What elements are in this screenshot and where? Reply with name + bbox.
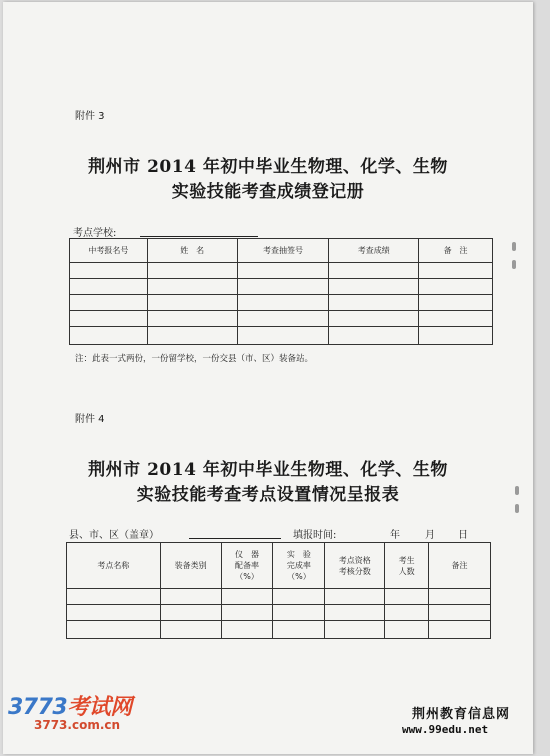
county-field [189,526,281,539]
header-cell: 姓 名 [147,239,237,263]
annex3-note: 注：此表一式两份，一份留学校，一份交县（市、区）装备站。 [75,354,314,364]
annex4-table [66,542,491,639]
header-cell: 考点资格 考核分数 [325,543,385,589]
year-label: 年 [390,530,400,541]
watermark-brand-number: 3773 [8,695,68,720]
school-field [140,224,258,237]
binder-hole [512,242,516,251]
table-row [70,279,493,295]
annex3-title-line2: 实验技能考查成绩登记册 [171,182,365,202]
binder-hole [515,486,519,495]
header-cell: 仪 器 配备率 （%） [221,543,273,589]
annex3-title-line1: 荆州市 2014 年初中毕业生物理、化学、生物 [88,157,448,177]
annex4-title-line2: 实验技能考查考点设置情况呈报表 [136,485,400,505]
annex4-header-row [67,543,491,589]
binder-hole [515,504,519,513]
table-row [70,263,493,279]
table-row [67,605,491,621]
day-label: 日 [458,530,468,541]
document-page [3,2,533,754]
watermark-right-url: www.99edu.net [402,723,489,736]
header-cell: 考查成绩 [329,239,419,263]
annex3-label: 附件 3 [75,111,105,122]
header-cell: 备注 [429,543,491,589]
annex3-table [69,238,493,345]
table-row [70,295,493,311]
header-cell: 备 注 [419,239,493,263]
header-cell: 装备类别 [160,543,221,589]
watermark-brand-text: 考试网 [67,695,132,720]
header-cell: 实 验 完成率 （%） [273,543,325,589]
header-cell: 考生 人数 [385,543,429,589]
table-row [70,311,493,327]
header-cell: 中考报名号 [70,239,148,263]
watermark-3773-logo [8,690,132,721]
binder-hole [512,260,516,269]
county-label: 县、市、区（盖章） [69,530,159,541]
table-row [67,589,491,605]
watermark-right-brand: 荆州教育信息网 [412,707,511,722]
watermark-left-url: 3773.com.cn [34,718,121,732]
table-row [70,327,493,345]
school-label: 考点学校: [73,228,117,239]
annex3-header-row [70,239,493,263]
month-label: 月 [425,530,435,541]
fill-time-label: 填报时间: [293,530,337,541]
annex4-title-line1: 荆州市 2014 年初中毕业生物理、化学、生物 [88,460,448,480]
header-cell: 考点名称 [67,543,161,589]
annex4-label: 附件 4 [75,414,105,425]
header-cell: 考查抽签号 [237,239,329,263]
table-row [67,621,491,639]
